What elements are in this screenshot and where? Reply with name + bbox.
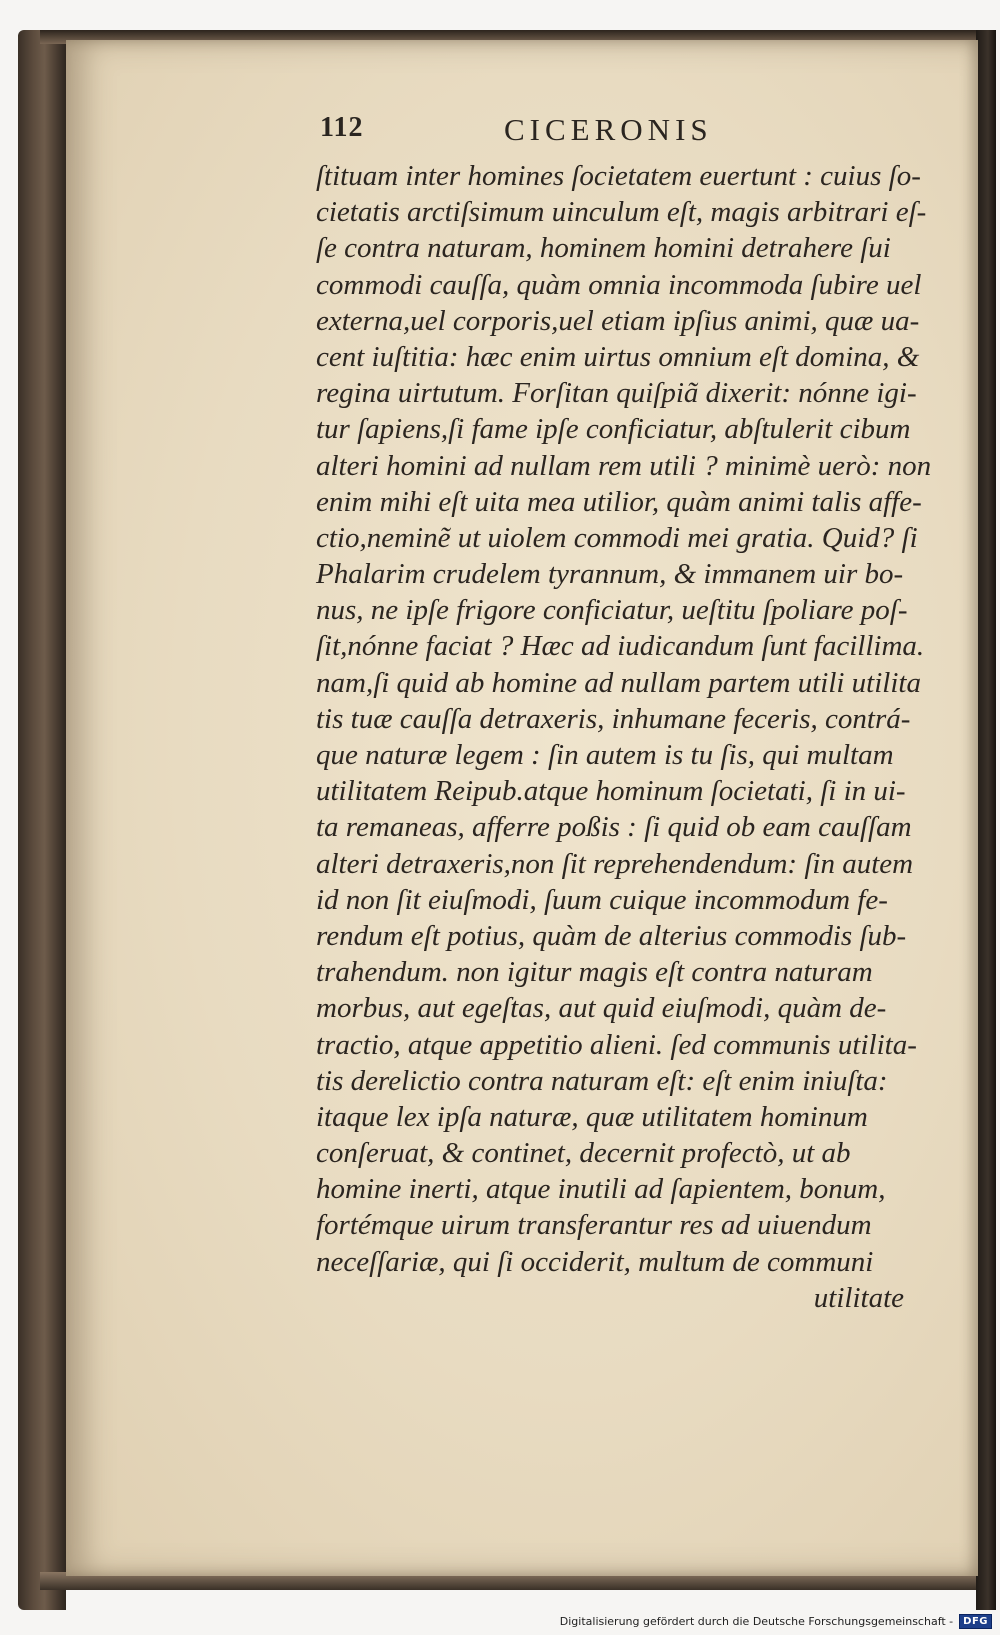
- book-right-edge: [976, 30, 996, 1610]
- text-line: ctio,neminẽ ut uiolem commodi mei gratia. Quid? ſi: [316, 521, 918, 554]
- text-line: nus, ne ipſe frigore conficiatur, ueſtitu ſpoliare poſ-: [316, 594, 908, 627]
- text-line: conſeruat, & continet, decernit profectò, ut ab: [316, 1137, 851, 1170]
- digitization-credit: [560, 1611, 992, 1631]
- text-line: tur ſapiens,ſi fame ipſe conficiatur, abſtulerit cibum: [316, 413, 911, 446]
- text-line: ta remaneas, afferre poßis : ſi quid ob eam cauſſam: [316, 811, 912, 844]
- credit-text: Digitalisierung gefördert durch die Deutsche Forschungsgemeinschaft -: [559, 1614, 954, 1628]
- text-line: enim mihi eſt uita mea utilior, quàm animi talis affe-: [316, 485, 922, 518]
- text-line: utilitatem Reipub.atque hominum ſocietati, ſi in ui-: [316, 775, 906, 808]
- text-line: alteri detraxeris,non ſit reprehendendum: ſin autem: [316, 847, 914, 880]
- text-line: tis tuæ cauſſa detraxeris, inhumane feceris, contrá-: [316, 702, 911, 735]
- text-line: ſe contra naturam, hominem homini detrahere ſui: [316, 232, 891, 265]
- text-line: regina uirtutum. Forſitan quiſpiã dixerit: nónne igi-: [316, 377, 917, 410]
- text-line: cietatis arctiſsimum uinculum eſt, magis arbitrari eſ-: [316, 196, 927, 229]
- text-line: cent iuſtitia: hæc enim uirtus omnium eſt domina, &: [316, 340, 920, 373]
- dfg-logo: DFG: [959, 1614, 992, 1629]
- text-line: tis derelictio contra naturam eſt: eſt enim iniuſta:: [316, 1064, 888, 1097]
- text-line: Phalarim crudelem tyrannum, & immanem uir bo-: [316, 558, 904, 591]
- text-line: nam,ſi quid ab homine ad nullam partem utili utilita: [316, 666, 921, 699]
- text-line: que naturæ legem : ſin autem is tu ſis, qui multam: [316, 739, 894, 771]
- text-line: commodi cauſſa, quàm omnia incommoda ſubire uel: [316, 268, 922, 301]
- page-number: 112: [320, 112, 364, 143]
- text-line: alteri homini ad nullam rem utili ? minimè uerò: non: [316, 449, 932, 482]
- text-line: id non ſit eiuſmodi, ſuum cuique incommodum fe-: [316, 883, 888, 916]
- text-line: externa,uel corporis,uel etiam ipſius animi, quæ ua-: [316, 304, 920, 337]
- body-text: [316, 158, 956, 1316]
- page-header: [320, 112, 960, 152]
- text-line: morbus, aut egeſtas, aut quid eiuſmodi, quàm de-: [316, 992, 887, 1025]
- text-line: tractio, atque appetitio alieni. ſed communis utilita-: [316, 1028, 917, 1061]
- running-head: CICERONIS: [504, 112, 713, 147]
- catchword: utilitate: [813, 1281, 904, 1314]
- text-line: ſtituam inter homines ſocietatem euertunt : cuius ſo-: [316, 160, 921, 192]
- text-line: homine inerti, atque inutili ad ſapientem, bonum,: [316, 1173, 886, 1206]
- book-spine-edge: [18, 30, 66, 1610]
- text-line: rendum eſt potius, quàm de alterius commodis ſub-: [316, 919, 907, 952]
- text-line: neceſſariæ, qui ſi occiderit, multum de communi: [316, 1245, 874, 1278]
- text-line: fortémque uirum transferantur res ad uiuendum: [316, 1209, 872, 1242]
- text-line: itaque lex ipſa naturæ, quæ utilitatem hominum: [316, 1100, 868, 1133]
- text-line: trahendum. non igitur magis eſt contra naturam: [316, 956, 873, 989]
- text-line: ſit,nónne faciat ? Hæc ad iudicandum ſunt facillima.: [316, 630, 925, 663]
